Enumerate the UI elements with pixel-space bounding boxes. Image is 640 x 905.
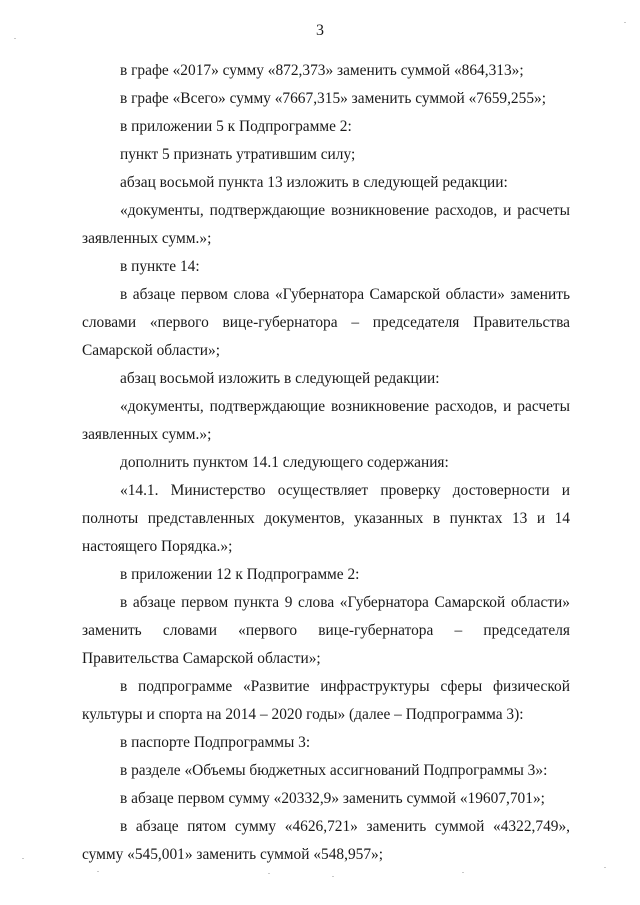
paragraph: в подпрограмме «Развитие инфраструктуры сферы физической культуры и спорта на 2014 – 2020 годы» (далее – Подпрограмма 3): — [82, 678, 570, 723]
paragraph: в пункте 14: — [120, 258, 200, 275]
paragraph: в графе «2017» сумму «872,373» заменить суммой «864,313»; — [120, 62, 524, 79]
paragraph: абзац восьмой пункта 13 изложить в следующей редакции: — [120, 174, 508, 191]
scan-artifact — [332, 876, 334, 877]
quoted-paragraph: «14.1. Министерство осуществляет проверку достоверности и полноты представленных документов, указанных в пунктах 13 и 14 настоящего Порядка.»; — [82, 482, 570, 555]
paragraph: в графе «Всего» сумму «7667,315» заменить суммой «7659,255»; — [120, 90, 546, 107]
scan-artifact — [462, 872, 464, 873]
page-number: 3 — [316, 22, 324, 39]
paragraph: пункт 5 признать утратившим силу; — [120, 146, 356, 163]
paragraph: в абзаце пятом сумму «4626,721» заменить суммой «4322,749», сумму «545,001» заменить суммой «548,957»; — [82, 818, 570, 863]
paragraph: в приложении 5 к Подпрограмме 2: — [120, 118, 352, 135]
quoted-paragraph: «документы, подтверждающие возникновение расходов, и расчеты заявленных сумм.»; — [82, 398, 570, 443]
scan-artifact — [14, 38, 16, 39]
paragraph: дополнить пунктом 14.1 следующего содержания: — [120, 454, 449, 471]
document-body — [82, 57, 570, 869]
paragraph: в абзаце первом слова «Губернатора Самарской области» заменить словами «первого вице-губернатора – председателя Правительства Самарской области»; — [82, 286, 570, 359]
paragraph: в абзаце первом сумму «20332,9» заменить суммой «19607,701»; — [120, 790, 545, 807]
paragraph: в паспорте Подпрограммы 3: — [120, 734, 311, 751]
paragraph: в приложении 12 к Подпрограмме 2: — [120, 566, 360, 583]
paragraph: в абзаце первом пункта 9 слова «Губернатора Самарской области» заменить словами «первого вице-губернатора – председателя Правительства Самарской области»; — [82, 594, 570, 667]
scan-artifact — [268, 873, 270, 874]
paragraph: в разделе «Объемы бюджетных ассигнований Подпрограммы 3»: — [120, 762, 548, 779]
scan-artifact — [624, 22, 626, 23]
paragraph: абзац восьмой изложить в следующей редакции: — [120, 370, 440, 387]
scan-artifact — [604, 867, 606, 868]
scan-artifact — [22, 858, 24, 859]
scan-artifact — [97, 871, 99, 872]
quoted-paragraph: «документы, подтверждающие возникновение расходов, и расчеты заявленных сумм.»; — [82, 202, 570, 247]
